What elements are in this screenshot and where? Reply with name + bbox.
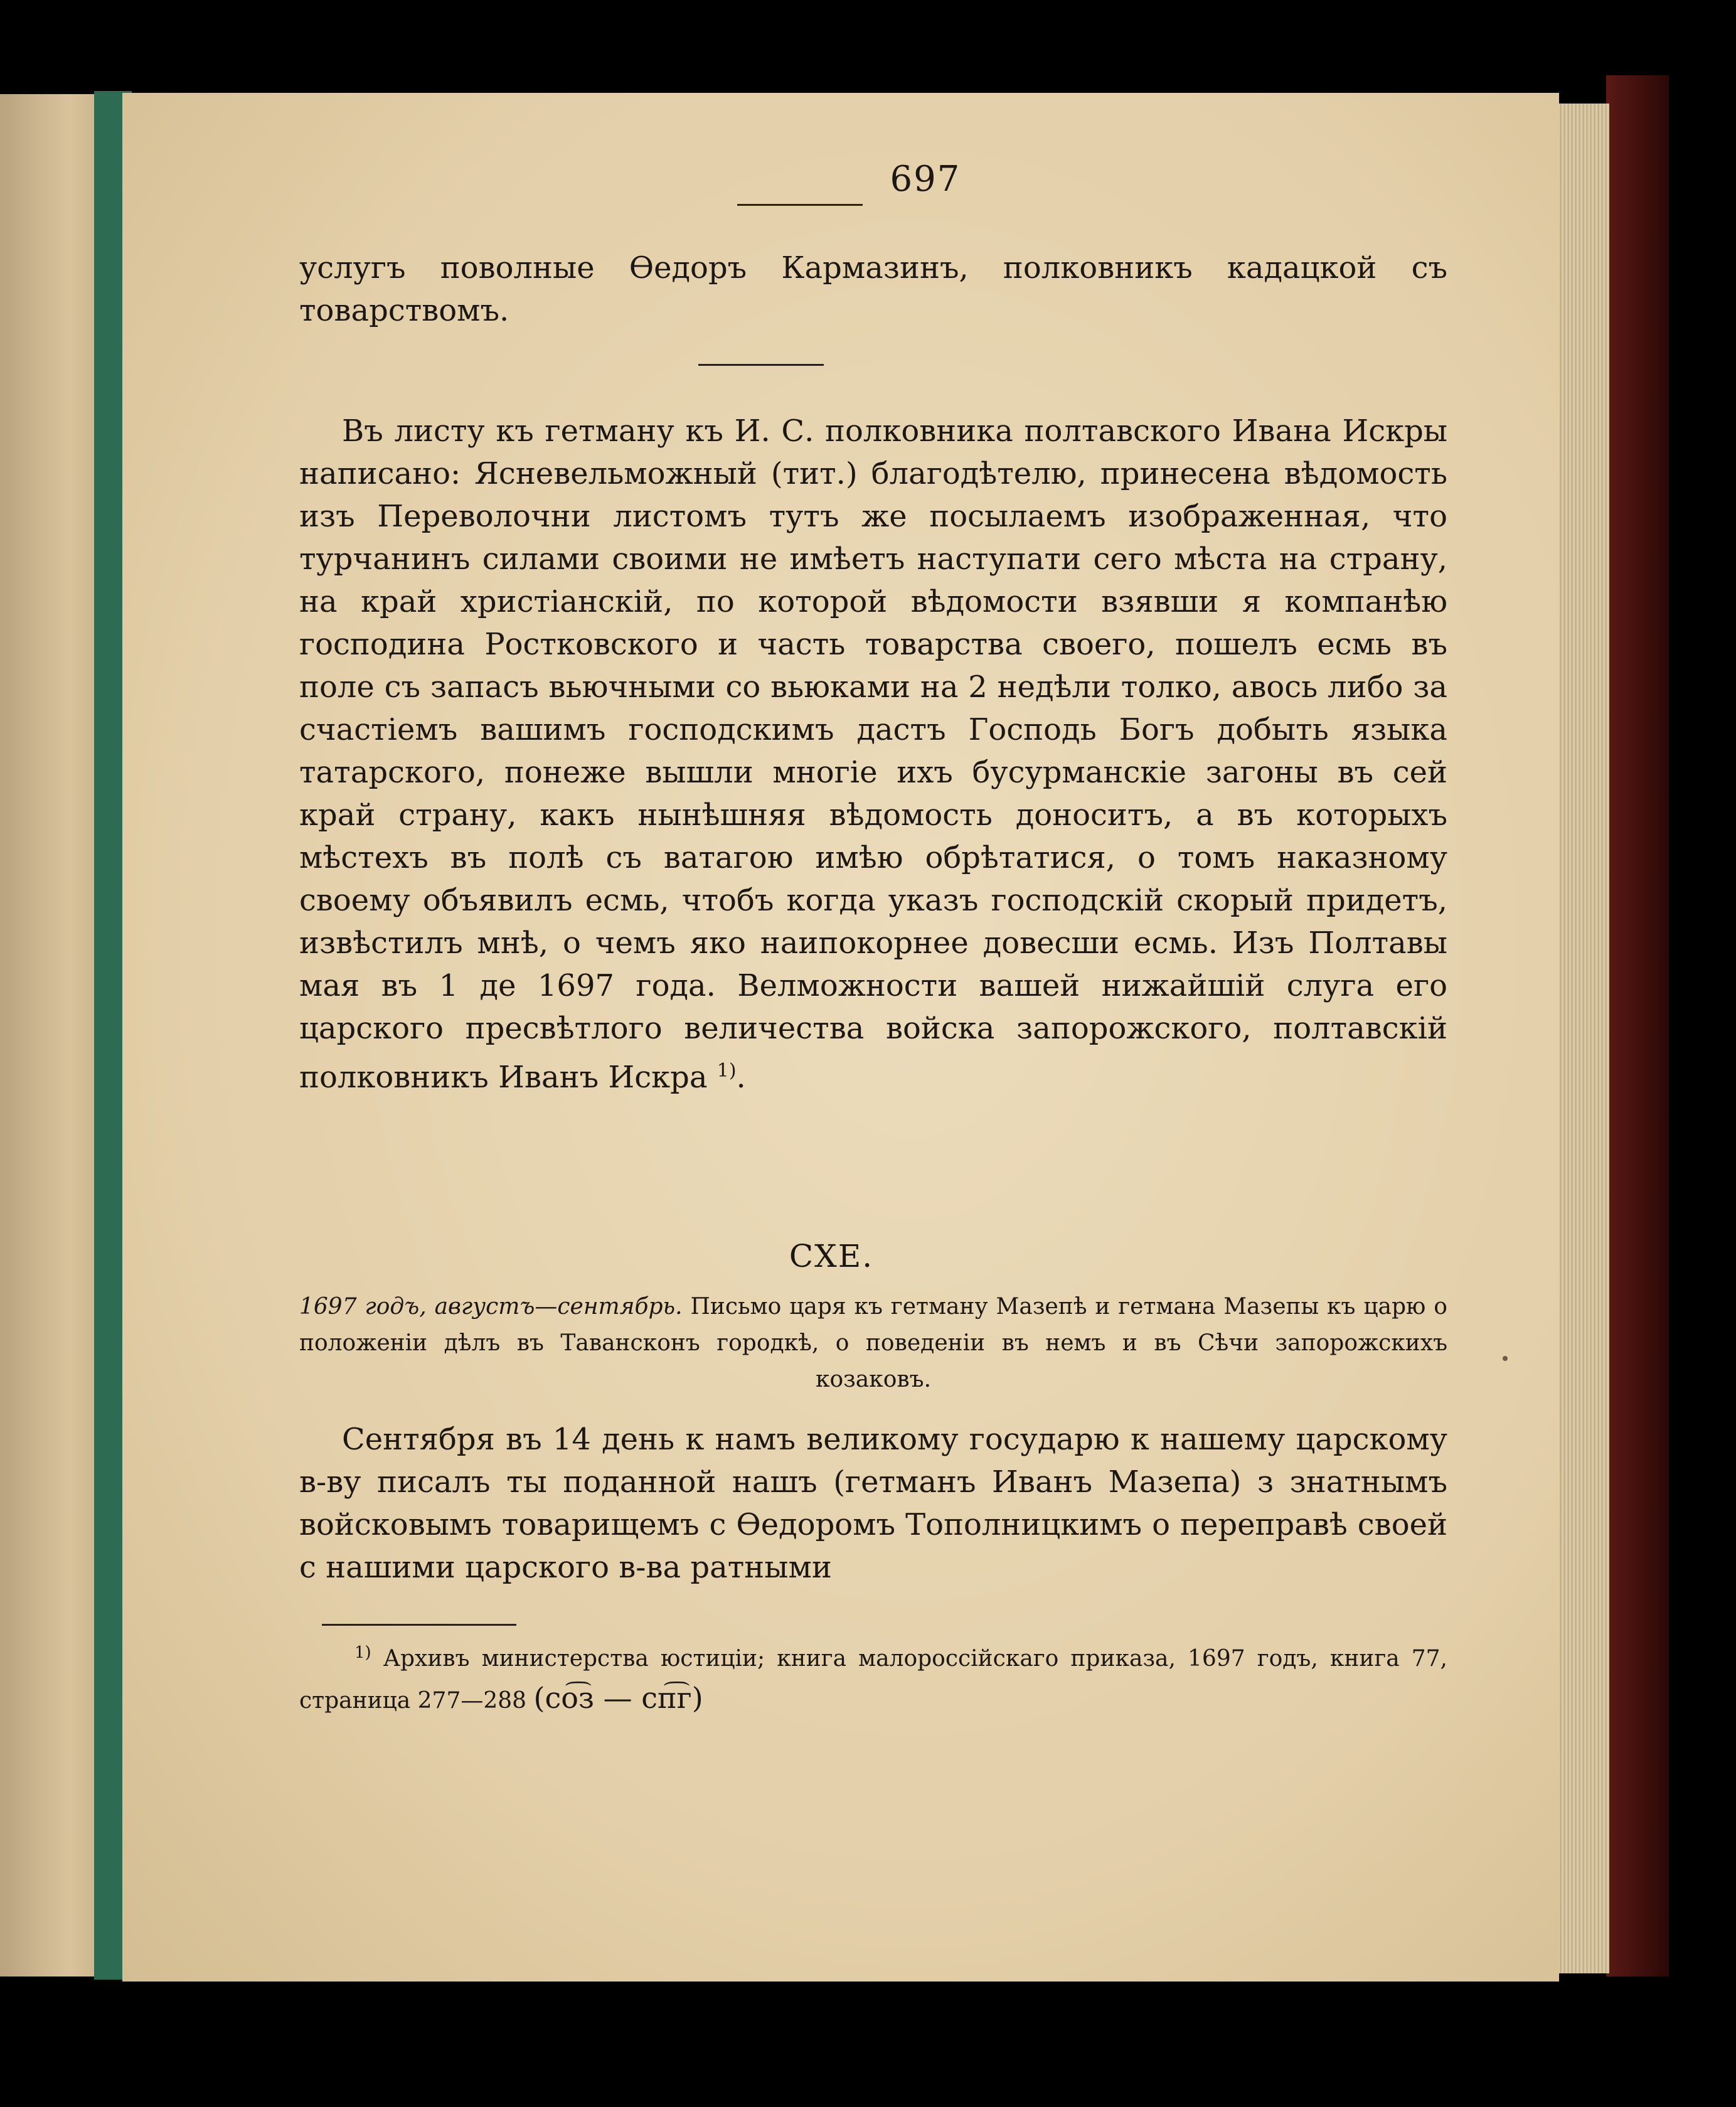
page-number-rule bbox=[737, 204, 863, 206]
summary-text: Письмо царя къ гетману Мазепѣ и гетмана Мазепы къ царю о положеніи дѣлъ въ Тавансконъ городкѣ, о поведеніи въ немъ и въ Сѣчи запорожскихъ козаковъ. bbox=[299, 1294, 1447, 1392]
footnote-text: Архивъ министерства юстиціи; книга малороссійскаго приказа, 1697 годъ, книга 77, страница 277—288 bbox=[299, 1646, 1447, 1714]
speck bbox=[1503, 1356, 1508, 1361]
summary-date: 1697 годъ, августъ—сентябрь. bbox=[299, 1294, 683, 1320]
letter-text: Въ листу къ гетману къ И. С. полковника полтавского Ивана Искры написано: Ясневельможный (тит.) благодѣтелю, принесена вѣдомость изъ Переволочни листомъ тутъ же посылаемъ изображенная, что турчанинъ силами своими не имѣетъ наступати сего мѣста на страну, на край христіанскій, по которой вѣдомости взявши я компанѣю господина Ростковского и часть товарства своего, пошелъ есмь въ поле съ запасъ вьючными со вьюками на 2 недѣли толко, авось либо за счастіемъ вашимъ господскимъ дастъ Господь Богъ добыть языка татарского, понеже вышли многіе ихъ бусурманскіе загоны въ сей край страну, какъ нынѣшняя вѣдомость доноситъ, а въ которыхъ мѣстехъ въ полѣ съ ватагою имѣю обрѣтатися, о томъ наказному своему объявилъ есмь, чтобъ когда указъ господскій скорый придетъ, извѣстилъ мнѣ, о чемъ яко наипокорнее довесши есмь. Изъ Полтавы мая въ 1 де 1697 года. Велможности вашей нижайшій слуга его царского пресвѣтлого величества войска запорожского, полтавскій полковникъ Иванъ Искра bbox=[299, 413, 1447, 1095]
book-page bbox=[122, 93, 1559, 1982]
page-number: 697 bbox=[890, 159, 961, 200]
continued-paragraph: услугъ поволные Өедоръ Кармазинъ, полковникъ кадацкой съ товарствомъ. bbox=[299, 250, 1447, 328]
book-cover bbox=[1606, 75, 1669, 1976]
document-summary bbox=[299, 1289, 1447, 1398]
footnote-rule bbox=[322, 1624, 516, 1626]
footnote-marker: 1) bbox=[716, 1060, 737, 1082]
section-title: CXE. bbox=[789, 1238, 874, 1274]
footnote-number: 1) bbox=[354, 1643, 371, 1662]
footnote-reference: (ϲо͡з — ϲп͡г) bbox=[533, 1681, 703, 1715]
footnote bbox=[299, 1633, 1447, 1720]
letter-paragraph: Въ листу къ гетману къ И. С. полковника полтавского Ивана Искры написано: Ясневельможный (тит.) благодѣтелю, принесена вѣдомость изъ Переволочни листомъ тутъ же посылаемъ изображенная, что турчанинъ силами своими не имѣетъ наступати сего мѣста на страну, на край христіанскій, по которой вѣдомости взявши я компанѣю господина Ростковского и часть товарства своего, пошелъ есмь въ поле съ запасъ вьючными со вьюками на 2 недѣли толко, авось либо за счастіемъ вашимъ господскимъ дастъ Господь Богъ добыть языка татарского, понеже вышли многіе ихъ бусурманскіе загоны въ сей край страну, какъ нынѣшняя вѣдомость доноситъ, а въ которыхъ мѣстехъ въ полѣ съ ватагою имѣю обрѣтатися, о томъ наказному своему объявилъ есмь, чтобъ когда указъ господскій скорый придетъ, извѣстилъ мнѣ, о чемъ яко наипокорнее довесши есмь. Изъ Полтавы мая въ 1 де 1697 года. Велможности вашей нижайшій слуга его царского пресвѣтлого величества войска запорожского, полтавскій полковникъ Иванъ Искра $^{1)}$. bbox=[299, 413, 1447, 1095]
decree-paragraph: Сентября въ 14 день к намъ великому государю к нашему царскому в-ву писалъ ты поданной нашъ (гетманъ Иванъ Мазепа) з знатнымъ войсковымъ товарищемъ с Өедоромъ Тополницкимъ о переправѣ своей с нашими царского в-ва ратными bbox=[299, 1422, 1447, 1585]
separator-rule bbox=[698, 364, 824, 366]
